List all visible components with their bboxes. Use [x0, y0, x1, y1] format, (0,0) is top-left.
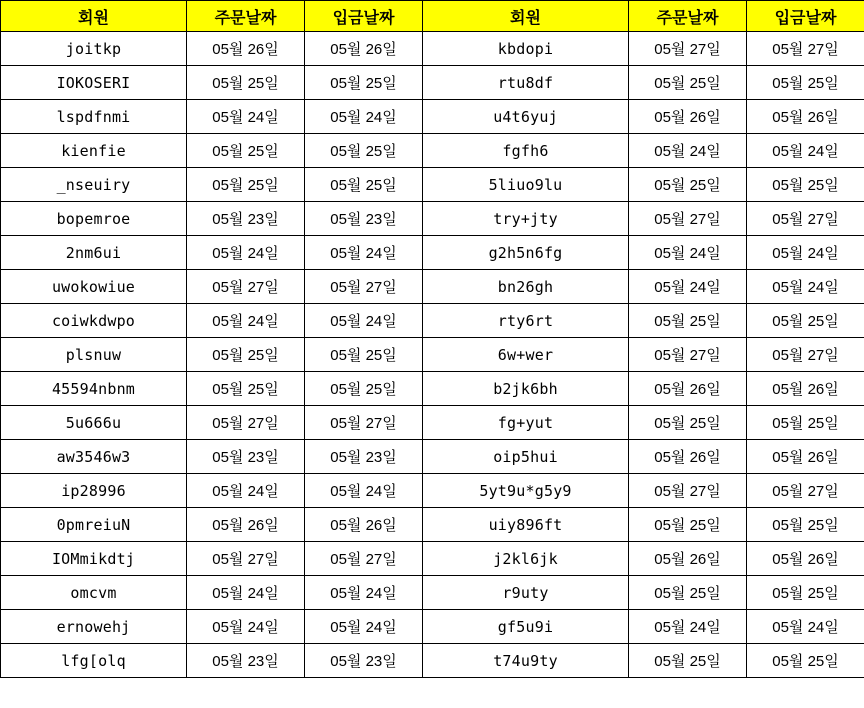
- cell-order-date-right: 05월 26일: [629, 372, 747, 406]
- cell-order-date-left: 05월 25일: [187, 168, 305, 202]
- cell-member-left: _nseuiry: [1, 168, 187, 202]
- table-row: [1, 576, 864, 610]
- cell-member-left: 0pmreiuN: [1, 508, 187, 542]
- cell-member-left: ip28996: [1, 474, 187, 508]
- table-row: [1, 610, 864, 644]
- column-header-member-left: 회원: [1, 1, 187, 32]
- table-row: [1, 474, 864, 508]
- cell-order-date-right: 05월 25일: [629, 304, 747, 338]
- cell-payment-date-left: 05월 26일: [305, 32, 423, 66]
- cell-member-left: bopemroe: [1, 202, 187, 236]
- cell-order-date-left: 05월 25일: [187, 66, 305, 100]
- cell-order-date-left: 05월 24일: [187, 474, 305, 508]
- cell-member-right: uiy896ft: [423, 508, 629, 542]
- cell-order-date-right: 05월 25일: [629, 644, 747, 678]
- cell-payment-date-left: 05월 24일: [305, 100, 423, 134]
- table-row: [1, 304, 864, 338]
- cell-order-date-left: 05월 25일: [187, 338, 305, 372]
- table-row: [1, 100, 864, 134]
- cell-member-left: lfg[olq: [1, 644, 187, 678]
- cell-member-left: 5u666u: [1, 406, 187, 440]
- cell-order-date-right: 05월 25일: [629, 168, 747, 202]
- cell-member-left: 2nm6ui: [1, 236, 187, 270]
- table-row: [1, 202, 864, 236]
- cell-payment-date-left: 05월 25일: [305, 134, 423, 168]
- cell-order-date-right: 05월 26일: [629, 542, 747, 576]
- cell-order-date-right: 05월 26일: [629, 440, 747, 474]
- cell-order-date-right: 05월 27일: [629, 32, 747, 66]
- cell-order-date-right: 05월 24일: [629, 134, 747, 168]
- cell-payment-date-right: 05월 27일: [747, 338, 864, 372]
- table-row: [1, 270, 864, 304]
- cell-payment-date-right: 05월 27일: [747, 474, 864, 508]
- cell-member-left: kienfie: [1, 134, 187, 168]
- cell-payment-date-left: 05월 25일: [305, 168, 423, 202]
- cell-order-date-left: 05월 27일: [187, 406, 305, 440]
- column-header-member-right: 회원: [423, 1, 629, 32]
- cell-payment-date-right: 05월 26일: [747, 542, 864, 576]
- cell-member-right: try+jty: [423, 202, 629, 236]
- cell-member-right: gf5u9i: [423, 610, 629, 644]
- cell-member-left: ernowehj: [1, 610, 187, 644]
- cell-payment-date-right: 05월 25일: [747, 576, 864, 610]
- cell-order-date-left: 05월 25일: [187, 134, 305, 168]
- cell-order-date-left: 05월 27일: [187, 542, 305, 576]
- cell-order-date-left: 05월 24일: [187, 100, 305, 134]
- cell-payment-date-left: 05월 24일: [305, 474, 423, 508]
- cell-order-date-left: 05월 24일: [187, 576, 305, 610]
- cell-payment-date-right: 05월 24일: [747, 270, 864, 304]
- cell-payment-date-left: 05월 25일: [305, 372, 423, 406]
- cell-order-date-right: 05월 27일: [629, 474, 747, 508]
- cell-member-left: uwokowiue: [1, 270, 187, 304]
- cell-member-right: rtu8df: [423, 66, 629, 100]
- cell-member-right: g2h5n6fg: [423, 236, 629, 270]
- table-row: [1, 372, 864, 406]
- cell-payment-date-left: 05월 27일: [305, 270, 423, 304]
- cell-payment-date-left: 05월 24일: [305, 304, 423, 338]
- cell-member-right: t74u9ty: [423, 644, 629, 678]
- table-header-row: [1, 1, 864, 32]
- cell-order-date-left: 05월 26일: [187, 508, 305, 542]
- cell-order-date-left: 05월 26일: [187, 32, 305, 66]
- cell-payment-date-left: 05월 27일: [305, 406, 423, 440]
- cell-order-date-right: 05월 27일: [629, 338, 747, 372]
- cell-member-right: b2jk6bh: [423, 372, 629, 406]
- cell-member-right: u4t6yuj: [423, 100, 629, 134]
- cell-payment-date-left: 05월 24일: [305, 236, 423, 270]
- cell-payment-date-right: 05월 24일: [747, 610, 864, 644]
- cell-order-date-right: 05월 27일: [629, 202, 747, 236]
- cell-order-date-right: 05월 25일: [629, 508, 747, 542]
- cell-member-left: aw3546w3: [1, 440, 187, 474]
- cell-order-date-right: 05월 25일: [629, 66, 747, 100]
- cell-member-right: oip5hui: [423, 440, 629, 474]
- cell-payment-date-right: 05월 26일: [747, 100, 864, 134]
- table-row: [1, 236, 864, 270]
- cell-order-date-left: 05월 24일: [187, 304, 305, 338]
- cell-payment-date-left: 05월 23일: [305, 202, 423, 236]
- column-header-payment-date-left: 입금날짜: [305, 1, 423, 32]
- cell-payment-date-left: 05월 27일: [305, 542, 423, 576]
- cell-payment-date-right: 05월 25일: [747, 66, 864, 100]
- cell-order-date-right: 05월 24일: [629, 610, 747, 644]
- cell-payment-date-left: 05월 23일: [305, 644, 423, 678]
- table-row: [1, 338, 864, 372]
- table-row: [1, 66, 864, 100]
- cell-member-right: 5liuo9lu: [423, 168, 629, 202]
- cell-member-right: fgfh6: [423, 134, 629, 168]
- cell-payment-date-right: 05월 26일: [747, 440, 864, 474]
- cell-order-date-left: 05월 24일: [187, 610, 305, 644]
- cell-member-left: omcvm: [1, 576, 187, 610]
- cell-order-date-left: 05월 23일: [187, 440, 305, 474]
- cell-member-right: j2kl6jk: [423, 542, 629, 576]
- cell-payment-date-right: 05월 27일: [747, 32, 864, 66]
- table-row: [1, 406, 864, 440]
- cell-member-right: 6w+wer: [423, 338, 629, 372]
- cell-payment-date-right: 05월 25일: [747, 304, 864, 338]
- cell-member-left: 45594nbnm: [1, 372, 187, 406]
- cell-payment-date-left: 05월 24일: [305, 576, 423, 610]
- cell-member-right: r9uty: [423, 576, 629, 610]
- table-body: [1, 32, 864, 678]
- cell-payment-date-right: 05월 25일: [747, 168, 864, 202]
- cell-order-date-left: 05월 24일: [187, 236, 305, 270]
- cell-payment-date-right: 05월 25일: [747, 508, 864, 542]
- cell-payment-date-right: 05월 24일: [747, 236, 864, 270]
- table-row: [1, 508, 864, 542]
- cell-payment-date-right: 05월 25일: [747, 644, 864, 678]
- cell-member-right: 5yt9u*g5y9: [423, 474, 629, 508]
- table-row: [1, 32, 864, 66]
- cell-member-left: joitkp: [1, 32, 187, 66]
- cell-order-date-left: 05월 27일: [187, 270, 305, 304]
- cell-order-date-left: 05월 25일: [187, 372, 305, 406]
- table-row: [1, 644, 864, 678]
- column-header-order-date-left: 주문날짜: [187, 1, 305, 32]
- table-row: [1, 168, 864, 202]
- cell-payment-date-right: 05월 26일: [747, 372, 864, 406]
- table-row: [1, 542, 864, 576]
- cell-payment-date-right: 05월 27일: [747, 202, 864, 236]
- cell-member-right: kbdopi: [423, 32, 629, 66]
- cell-order-date-left: 05월 23일: [187, 644, 305, 678]
- cell-member-right: fg+yut: [423, 406, 629, 440]
- cell-payment-date-right: 05월 24일: [747, 134, 864, 168]
- column-header-payment-date-right: 입금날짜: [747, 1, 864, 32]
- cell-payment-date-left: 05월 26일: [305, 508, 423, 542]
- cell-order-date-right: 05월 26일: [629, 100, 747, 134]
- cell-member-left: lspdfnmi: [1, 100, 187, 134]
- cell-member-left: IOKOSERI: [1, 66, 187, 100]
- cell-payment-date-left: 05월 23일: [305, 440, 423, 474]
- cell-payment-date-right: 05월 25일: [747, 406, 864, 440]
- cell-payment-date-left: 05월 25일: [305, 66, 423, 100]
- cell-order-date-right: 05월 24일: [629, 236, 747, 270]
- cell-member-left: plsnuw: [1, 338, 187, 372]
- cell-payment-date-left: 05월 25일: [305, 338, 423, 372]
- column-header-order-date-right: 주문날짜: [629, 1, 747, 32]
- cell-order-date-right: 05월 24일: [629, 270, 747, 304]
- cell-member-left: coiwkdwpo: [1, 304, 187, 338]
- cell-member-right: rty6rt: [423, 304, 629, 338]
- cell-member-right: bn26gh: [423, 270, 629, 304]
- cell-order-date-right: 05월 25일: [629, 576, 747, 610]
- cell-payment-date-left: 05월 24일: [305, 610, 423, 644]
- table-row: [1, 440, 864, 474]
- cell-order-date-left: 05월 23일: [187, 202, 305, 236]
- cell-order-date-right: 05월 25일: [629, 406, 747, 440]
- table-row: [1, 134, 864, 168]
- cell-member-left: IOMmikdtj: [1, 542, 187, 576]
